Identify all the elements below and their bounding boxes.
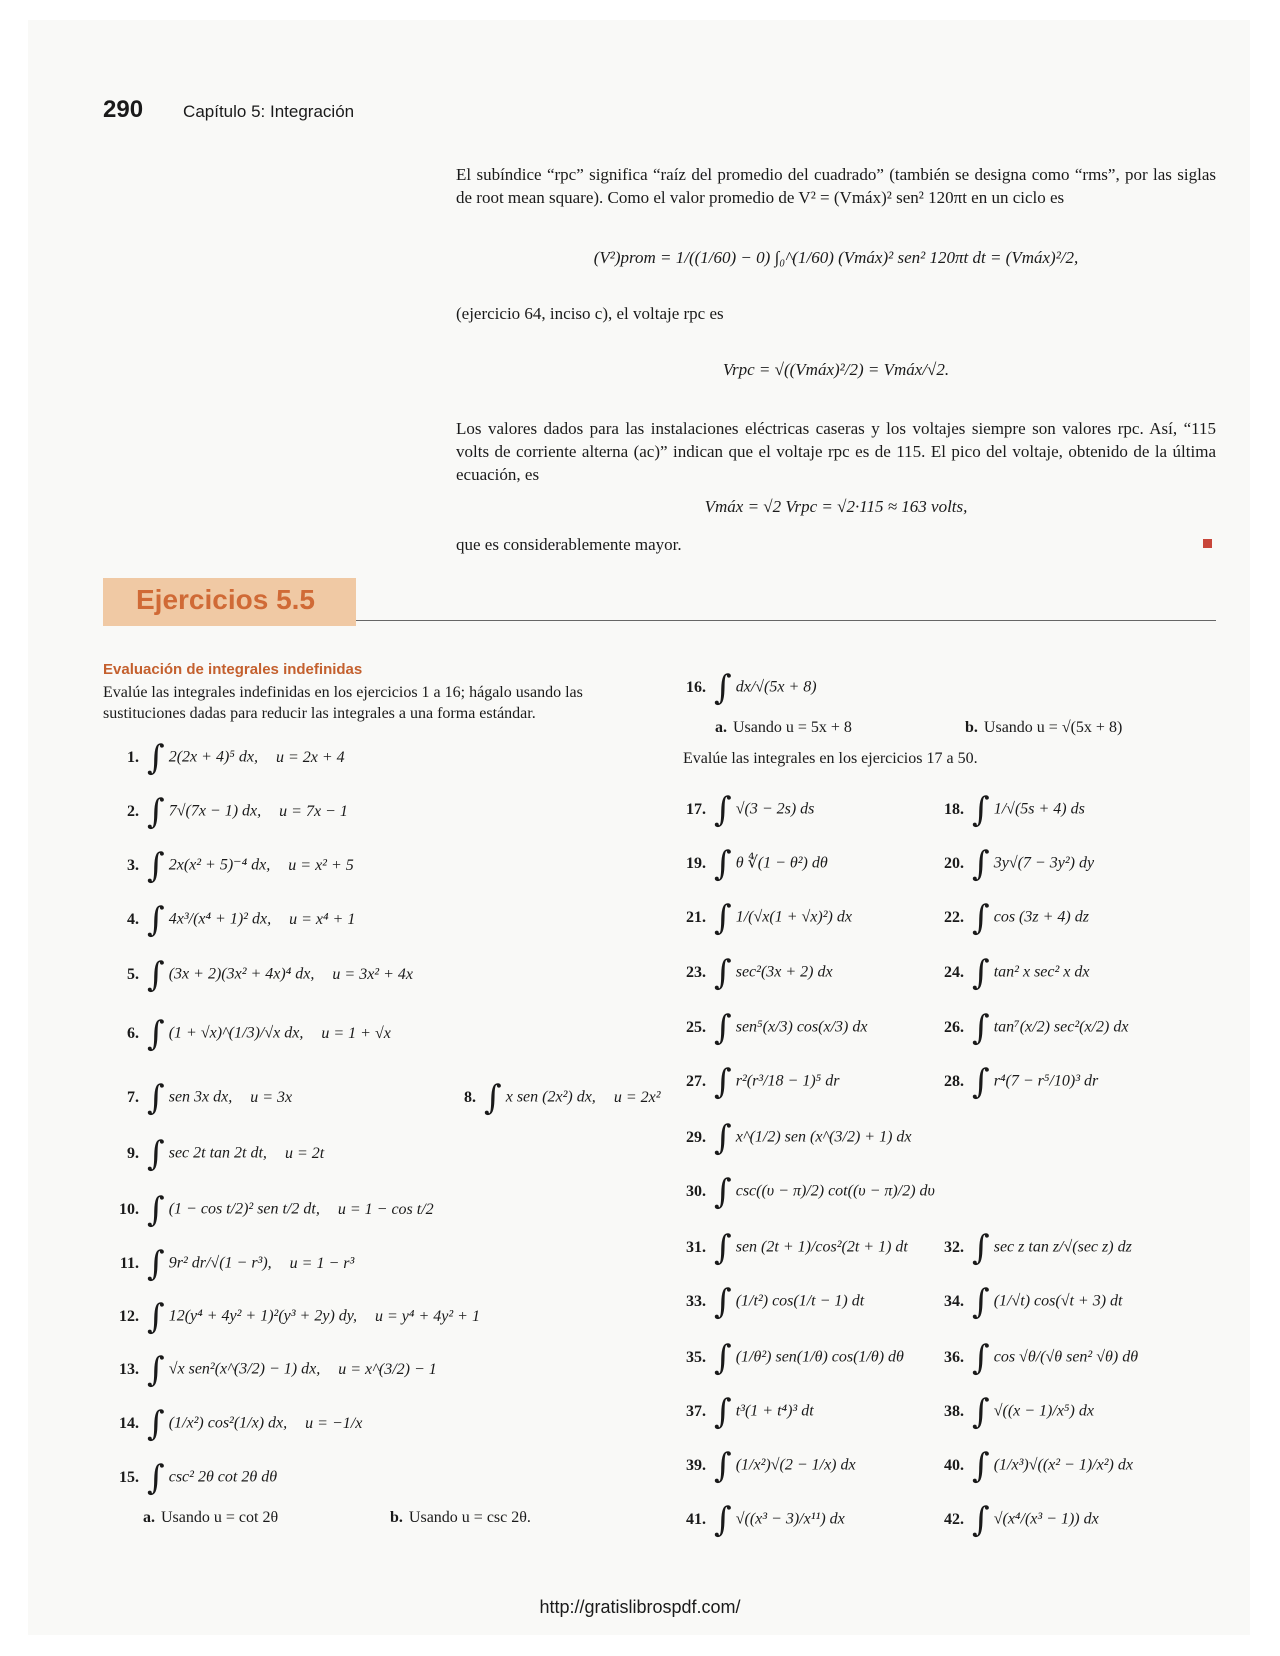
integral-sign: ∫ — [147, 1244, 165, 1284]
equation-average: (V²)prom = 1/((1/60) − 0) ∫₀^(1/60) (Vmáx)² sen² 120πt dt = (Vmáx)²/2, — [593, 248, 1079, 267]
exercise-substitution: u = y⁴ + 4y² + 1 — [375, 1307, 480, 1325]
exercise-substitution: u = 3x² + 4x — [332, 965, 413, 983]
exercise-16-part-a — [715, 719, 852, 737]
exercise-expression: dx/√(5x + 8) — [735, 678, 817, 696]
exercise-expression: 3y√(7 − 3y²) dy — [989, 854, 1095, 872]
exercise-number: 37. — [686, 1402, 706, 1420]
page-header — [103, 96, 354, 124]
exercise-expression: 2x(x² + 5)⁻⁴ dx, — [164, 856, 271, 874]
exercise-33 — [670, 1282, 864, 1322]
exercise-2 — [103, 792, 348, 832]
exercise-substitution: u = 7x − 1 — [279, 802, 348, 820]
exercise-17 — [670, 790, 814, 830]
exercise-number: 4. — [127, 910, 139, 928]
integral-sign: ∫ — [972, 1228, 990, 1268]
section-title: Ejercicios 5.5 — [136, 584, 316, 615]
exercise-15-part-a — [143, 1509, 278, 1527]
integral-sign: ∫ — [714, 790, 732, 830]
exercise-expression: r²(r³/18 − 1)⁵ dr — [731, 1072, 840, 1090]
integral-sign: ∫ — [714, 1172, 732, 1212]
exercise-39 — [670, 1446, 856, 1486]
exercise-expression: (1 − cos t/2)² sen t/2 dt, — [164, 1200, 320, 1218]
equation-vrpc: Vrpc = √((Vmáx)²/2) = Vmáx/√2. — [722, 360, 950, 379]
integral-sign: ∫ — [972, 1062, 990, 1102]
exercise-number: 11. — [119, 1254, 139, 1272]
exercise-37 — [670, 1392, 814, 1432]
exercise-number: 9. — [127, 1144, 139, 1162]
exercise-expression: (1/x²)√(2 − 1/x) dx — [731, 1456, 856, 1474]
exercise-15-part-b — [390, 1509, 531, 1527]
integral-sign: ∫ — [147, 738, 165, 778]
exercise-expression: sen⁵(x/3) cos(x/3) dx — [731, 1018, 868, 1036]
exercise-number: 5. — [127, 965, 139, 983]
integral-sign: ∫ — [147, 846, 165, 886]
chapter-title: Capítulo 5: Integración — [183, 102, 355, 121]
exercise-substitution: u = x⁴ + 1 — [289, 910, 356, 928]
exercise-substitution: u = 1 − r³ — [289, 1254, 355, 1272]
exercise-20 — [928, 844, 1094, 884]
exercise-35 — [670, 1338, 904, 1378]
exercise-expression: (1/θ²) sen(1/θ) cos(1/θ) dθ — [731, 1348, 904, 1366]
section-rule — [356, 620, 1216, 621]
exercise-expression: t³(1 + t⁴)³ dt — [731, 1402, 814, 1420]
exercise-number: 3. — [127, 856, 139, 874]
exercise-number: 20. — [944, 854, 964, 872]
integral-sign: ∫ — [972, 790, 990, 830]
exercise-expression: sen (2t + 1)/cos²(2t + 1) dt — [731, 1238, 908, 1256]
integral-sign: ∫ — [714, 1282, 732, 1322]
part-text: Usando u = cot 2θ — [161, 1509, 279, 1526]
exercise-expression: cos √θ/(√θ sen² √θ) dθ — [989, 1348, 1139, 1366]
integral-sign: ∫ — [972, 1008, 990, 1048]
exercise-4 — [103, 900, 355, 940]
exercise-number: 2. — [127, 802, 139, 820]
integral-sign: ∫ — [147, 1134, 165, 1174]
exercise-5 — [103, 955, 413, 995]
exercise-22 — [928, 898, 1089, 938]
exercise-substitution: u = 1 + √x — [321, 1024, 391, 1042]
exercise-11 — [103, 1244, 354, 1284]
exercise-number: 40. — [944, 1456, 964, 1474]
exercise-number: 32. — [944, 1238, 964, 1256]
exercise-14 — [103, 1404, 362, 1444]
exercise-29 — [670, 1118, 912, 1158]
integral-sign: ∫ — [972, 1392, 990, 1432]
exercise-substitution: u = 2x² — [613, 1088, 661, 1106]
integral-sign: ∫ — [147, 1014, 165, 1054]
exercise-expression: 1/(√x(1 + √x)²) dx — [731, 908, 852, 926]
exercise-number: 31. — [686, 1238, 706, 1256]
exercise-expression: √x sen²(x^(3/2) − 1) dx, — [164, 1360, 321, 1378]
integral-sign: ∫ — [147, 1078, 165, 1118]
exercise-36 — [928, 1338, 1138, 1378]
exercise-expression: sec 2t tan 2t dt, — [164, 1144, 267, 1162]
equation-vmax: Vmáx = √2 Vrpc = √2·115 ≈ 163 volts, — [704, 497, 968, 516]
exercise-34 — [928, 1282, 1123, 1322]
exercise-number: 36. — [944, 1348, 964, 1366]
integral-sign: ∫ — [714, 1008, 732, 1048]
exercise-expression: 4x³/(x⁴ + 1)² dx, — [164, 910, 272, 928]
end-of-example-mark — [1203, 539, 1212, 548]
exercise-number: 28. — [944, 1072, 964, 1090]
exercise-42 — [928, 1500, 1099, 1540]
exercise-7 — [103, 1078, 292, 1118]
exercise-24 — [928, 953, 1090, 993]
exercise-expression: x^(1/2) sen (x^(3/2) + 1) dx — [731, 1128, 912, 1146]
integral-sign: ∫ — [484, 1078, 502, 1118]
exercise-number: 21. — [686, 908, 706, 926]
exercise-26 — [928, 1008, 1128, 1048]
intro-paragraph-2: (ejercicio 64, inciso c), el voltaje rpc es — [456, 304, 724, 323]
exercise-16-part-b — [965, 719, 1122, 737]
exercise-number: 34. — [944, 1292, 964, 1310]
intro-paragraph-4: que es considerablemente mayor. — [456, 535, 682, 554]
integral-sign: ∫ — [147, 955, 165, 995]
exercise-expression: (1 + √x)^(1/3)/√x dx, — [164, 1024, 304, 1042]
exercise-number: 30. — [686, 1182, 706, 1200]
integral-sign: ∫ — [972, 1282, 990, 1322]
exercise-number: 10. — [119, 1200, 139, 1218]
exercise-expression: sec z tan z/√(sec z) dz — [989, 1238, 1132, 1256]
exercise-21 — [670, 898, 852, 938]
integral-sign: ∫ — [972, 1446, 990, 1486]
exercise-28 — [928, 1062, 1098, 1102]
exercise-expression: tan⁷(x/2) sec²(x/2) dx — [989, 1018, 1129, 1036]
exercise-38 — [928, 1392, 1094, 1432]
integral-sign: ∫ — [714, 844, 732, 884]
exercise-expression: √(x⁴/(x³ − 1)) dx — [989, 1510, 1099, 1528]
exercise-expression: √((x³ − 3)/x¹¹) dx — [731, 1510, 845, 1528]
exercise-15 — [103, 1458, 277, 1498]
integral-sign: ∫ — [714, 1338, 732, 1378]
exercise-expression: √(3 − 2s) ds — [731, 800, 815, 818]
integral-sign: ∫ — [714, 1392, 732, 1432]
exercise-3 — [103, 846, 354, 886]
exercise-number: 22. — [944, 908, 964, 926]
integral-sign: ∫ — [972, 1500, 990, 1540]
intro-paragraph-3: Los valores dados para las instalaciones eléctricas caseras y los voltajes siempre son valores rpc. Así, “115 volts de corriente alterna (ac)” indican que el voltaje rpc es de 115. El pico del voltaje, obtenido de la última ecuación, es — [456, 419, 1216, 484]
integral-sign: ∫ — [147, 1350, 165, 1390]
exercise-16 — [670, 668, 817, 708]
exercise-40 — [928, 1446, 1133, 1486]
exercise-1 — [103, 738, 345, 778]
integral-sign: ∫ — [972, 844, 990, 884]
integral-sign: ∫ — [714, 1062, 732, 1102]
exercise-expression: csc² 2θ cot 2θ dθ — [164, 1468, 278, 1486]
exercise-number: 38. — [944, 1402, 964, 1420]
exercise-27 — [670, 1062, 839, 1102]
intro-paragraph-1: El subíndice “rpc” significa “raíz del promedio del cuadrado” (también se designa como “rms”, por las siglas de root mean square). Como el valor promedio de V² = (Vmáx)² sen² 120πt en un ciclo es — [456, 165, 1216, 207]
part-label: b. — [965, 719, 978, 736]
exercise-expression: 2(2x + 4)⁵ dx, — [164, 748, 258, 766]
exercise-number: 15. — [119, 1468, 139, 1486]
exercise-30 — [670, 1172, 935, 1212]
exercise-substitution: u = 1 − cos t/2 — [337, 1200, 434, 1218]
exercise-number: 14. — [119, 1414, 139, 1432]
exercise-number: 27. — [686, 1072, 706, 1090]
instructions: Evalúe las integrales indefinidas en los ejercicios 1 a 16; hágalo usando las sustituciones dadas para reducir las integrales a una forma estándar. — [103, 684, 583, 722]
integral-sign: ∫ — [714, 898, 732, 938]
exercise-6 — [103, 1014, 391, 1054]
exercise-expression: x sen (2x²) dx, — [505, 1088, 596, 1106]
part-label: b. — [390, 1509, 403, 1526]
part-label: a. — [715, 719, 727, 736]
integral-sign: ∫ — [972, 1338, 990, 1378]
exercise-8 — [440, 1078, 661, 1118]
exercise-expression: 1/√(5s + 4) ds — [989, 800, 1085, 818]
exercise-number: 16. — [686, 678, 706, 696]
exercise-expression: θ ∜(1 − θ²) dθ — [731, 854, 828, 872]
integral-sign: ∫ — [972, 898, 990, 938]
exercise-13 — [103, 1350, 437, 1390]
exercise-expression: sec²(3x + 2) dx — [731, 963, 833, 981]
exercise-number: 25. — [686, 1018, 706, 1036]
part-text: Usando u = csc 2θ. — [408, 1509, 531, 1526]
part-text: Usando u = 5x + 8 — [733, 719, 852, 736]
exercise-expression: 12(y⁴ + 4y² + 1)²(y³ + 2y) dy, — [164, 1307, 357, 1325]
exercise-number: 24. — [944, 963, 964, 981]
exercise-31 — [670, 1228, 908, 1268]
integral-sign: ∫ — [714, 1446, 732, 1486]
integral-sign: ∫ — [714, 953, 732, 993]
exercise-expression: cos (3z + 4) dz — [989, 908, 1089, 926]
integral-sign: ∫ — [714, 1228, 732, 1268]
subheading: Evaluación de integrales indefinidas — [103, 661, 363, 678]
exercise-number: 8. — [464, 1088, 476, 1106]
exercise-9 — [103, 1134, 324, 1174]
exercise-number: 23. — [686, 963, 706, 981]
instructions-17-50: Evalúe las integrales en los ejercicios 17 a 50. — [683, 750, 978, 767]
exercise-number: 12. — [119, 1307, 139, 1325]
exercise-23 — [670, 953, 833, 993]
integral-sign: ∫ — [714, 1118, 732, 1158]
exercise-number: 19. — [686, 854, 706, 872]
exercise-substitution: u = 3x — [250, 1088, 293, 1106]
exercise-32 — [928, 1228, 1132, 1268]
exercise-10 — [103, 1190, 434, 1230]
exercise-number: 42. — [944, 1510, 964, 1528]
part-label: a. — [143, 1509, 155, 1526]
exercise-number: 18. — [944, 800, 964, 818]
exercise-number: 17. — [686, 800, 706, 818]
exercise-number: 7. — [127, 1088, 139, 1106]
exercise-12 — [103, 1297, 480, 1337]
exercise-41 — [670, 1500, 845, 1540]
exercise-18 — [928, 790, 1085, 830]
exercise-substitution: u = 2t — [284, 1144, 325, 1162]
footer-url: http://gratislibrospdf.com/ — [539, 1597, 741, 1617]
exercise-expression: (1/√t) cos(√t + 3) dt — [989, 1292, 1123, 1310]
page-number: 290 — [103, 96, 144, 123]
exercise-expression: 9r² dr/√(1 − r³), — [164, 1254, 272, 1272]
exercise-expression: (1/x²) cos²(1/x) dx, — [164, 1414, 288, 1432]
exercise-number: 26. — [944, 1018, 964, 1036]
integral-sign: ∫ — [147, 1297, 165, 1337]
integral-sign: ∫ — [714, 668, 732, 708]
part-text: Usando u = √(5x + 8) — [983, 719, 1123, 736]
exercise-expression: (3x + 2)(3x² + 4x)⁴ dx, — [164, 965, 315, 983]
integral-sign: ∫ — [147, 1190, 165, 1230]
integral-sign: ∫ — [147, 1404, 165, 1444]
exercise-number: 13. — [119, 1360, 139, 1378]
exercise-number: 35. — [686, 1348, 706, 1366]
exercise-19 — [670, 844, 828, 884]
exercise-substitution: u = x^(3/2) − 1 — [338, 1360, 437, 1378]
exercise-substitution: u = x² + 5 — [288, 856, 354, 874]
exercise-number: 1. — [127, 748, 139, 766]
integral-sign: ∫ — [972, 953, 990, 993]
exercise-expression: r⁴(7 − r⁵/10)³ dr — [989, 1072, 1099, 1090]
exercise-expression: tan² x sec² x dx — [989, 963, 1090, 981]
exercise-25 — [670, 1008, 867, 1048]
exercise-expression: sen 3x dx, — [164, 1088, 233, 1106]
integral-sign: ∫ — [147, 792, 165, 832]
exercise-number: 33. — [686, 1292, 706, 1310]
exercise-expression: (1/t²) cos(1/t − 1) dt — [731, 1292, 865, 1310]
exercise-expression: √((x − 1)/x⁵) dx — [989, 1402, 1094, 1420]
exercise-expression: csc((υ − π)/2) cot((υ − π)/2) dυ — [731, 1182, 935, 1200]
integral-sign: ∫ — [147, 900, 165, 940]
integral-sign: ∫ — [714, 1500, 732, 1540]
exercise-number: 29. — [686, 1128, 706, 1146]
exercise-number: 6. — [127, 1024, 139, 1042]
exercise-substitution: u = −1/x — [305, 1414, 363, 1432]
exercise-expression: 7√(7x − 1) dx, — [164, 802, 262, 820]
exercise-number: 41. — [686, 1510, 706, 1528]
exercise-substitution: u = 2x + 4 — [275, 748, 345, 766]
integral-sign: ∫ — [147, 1458, 165, 1498]
exercise-expression: (1/x³)√((x² − 1)/x²) dx — [989, 1456, 1133, 1474]
exercise-number: 39. — [686, 1456, 706, 1474]
